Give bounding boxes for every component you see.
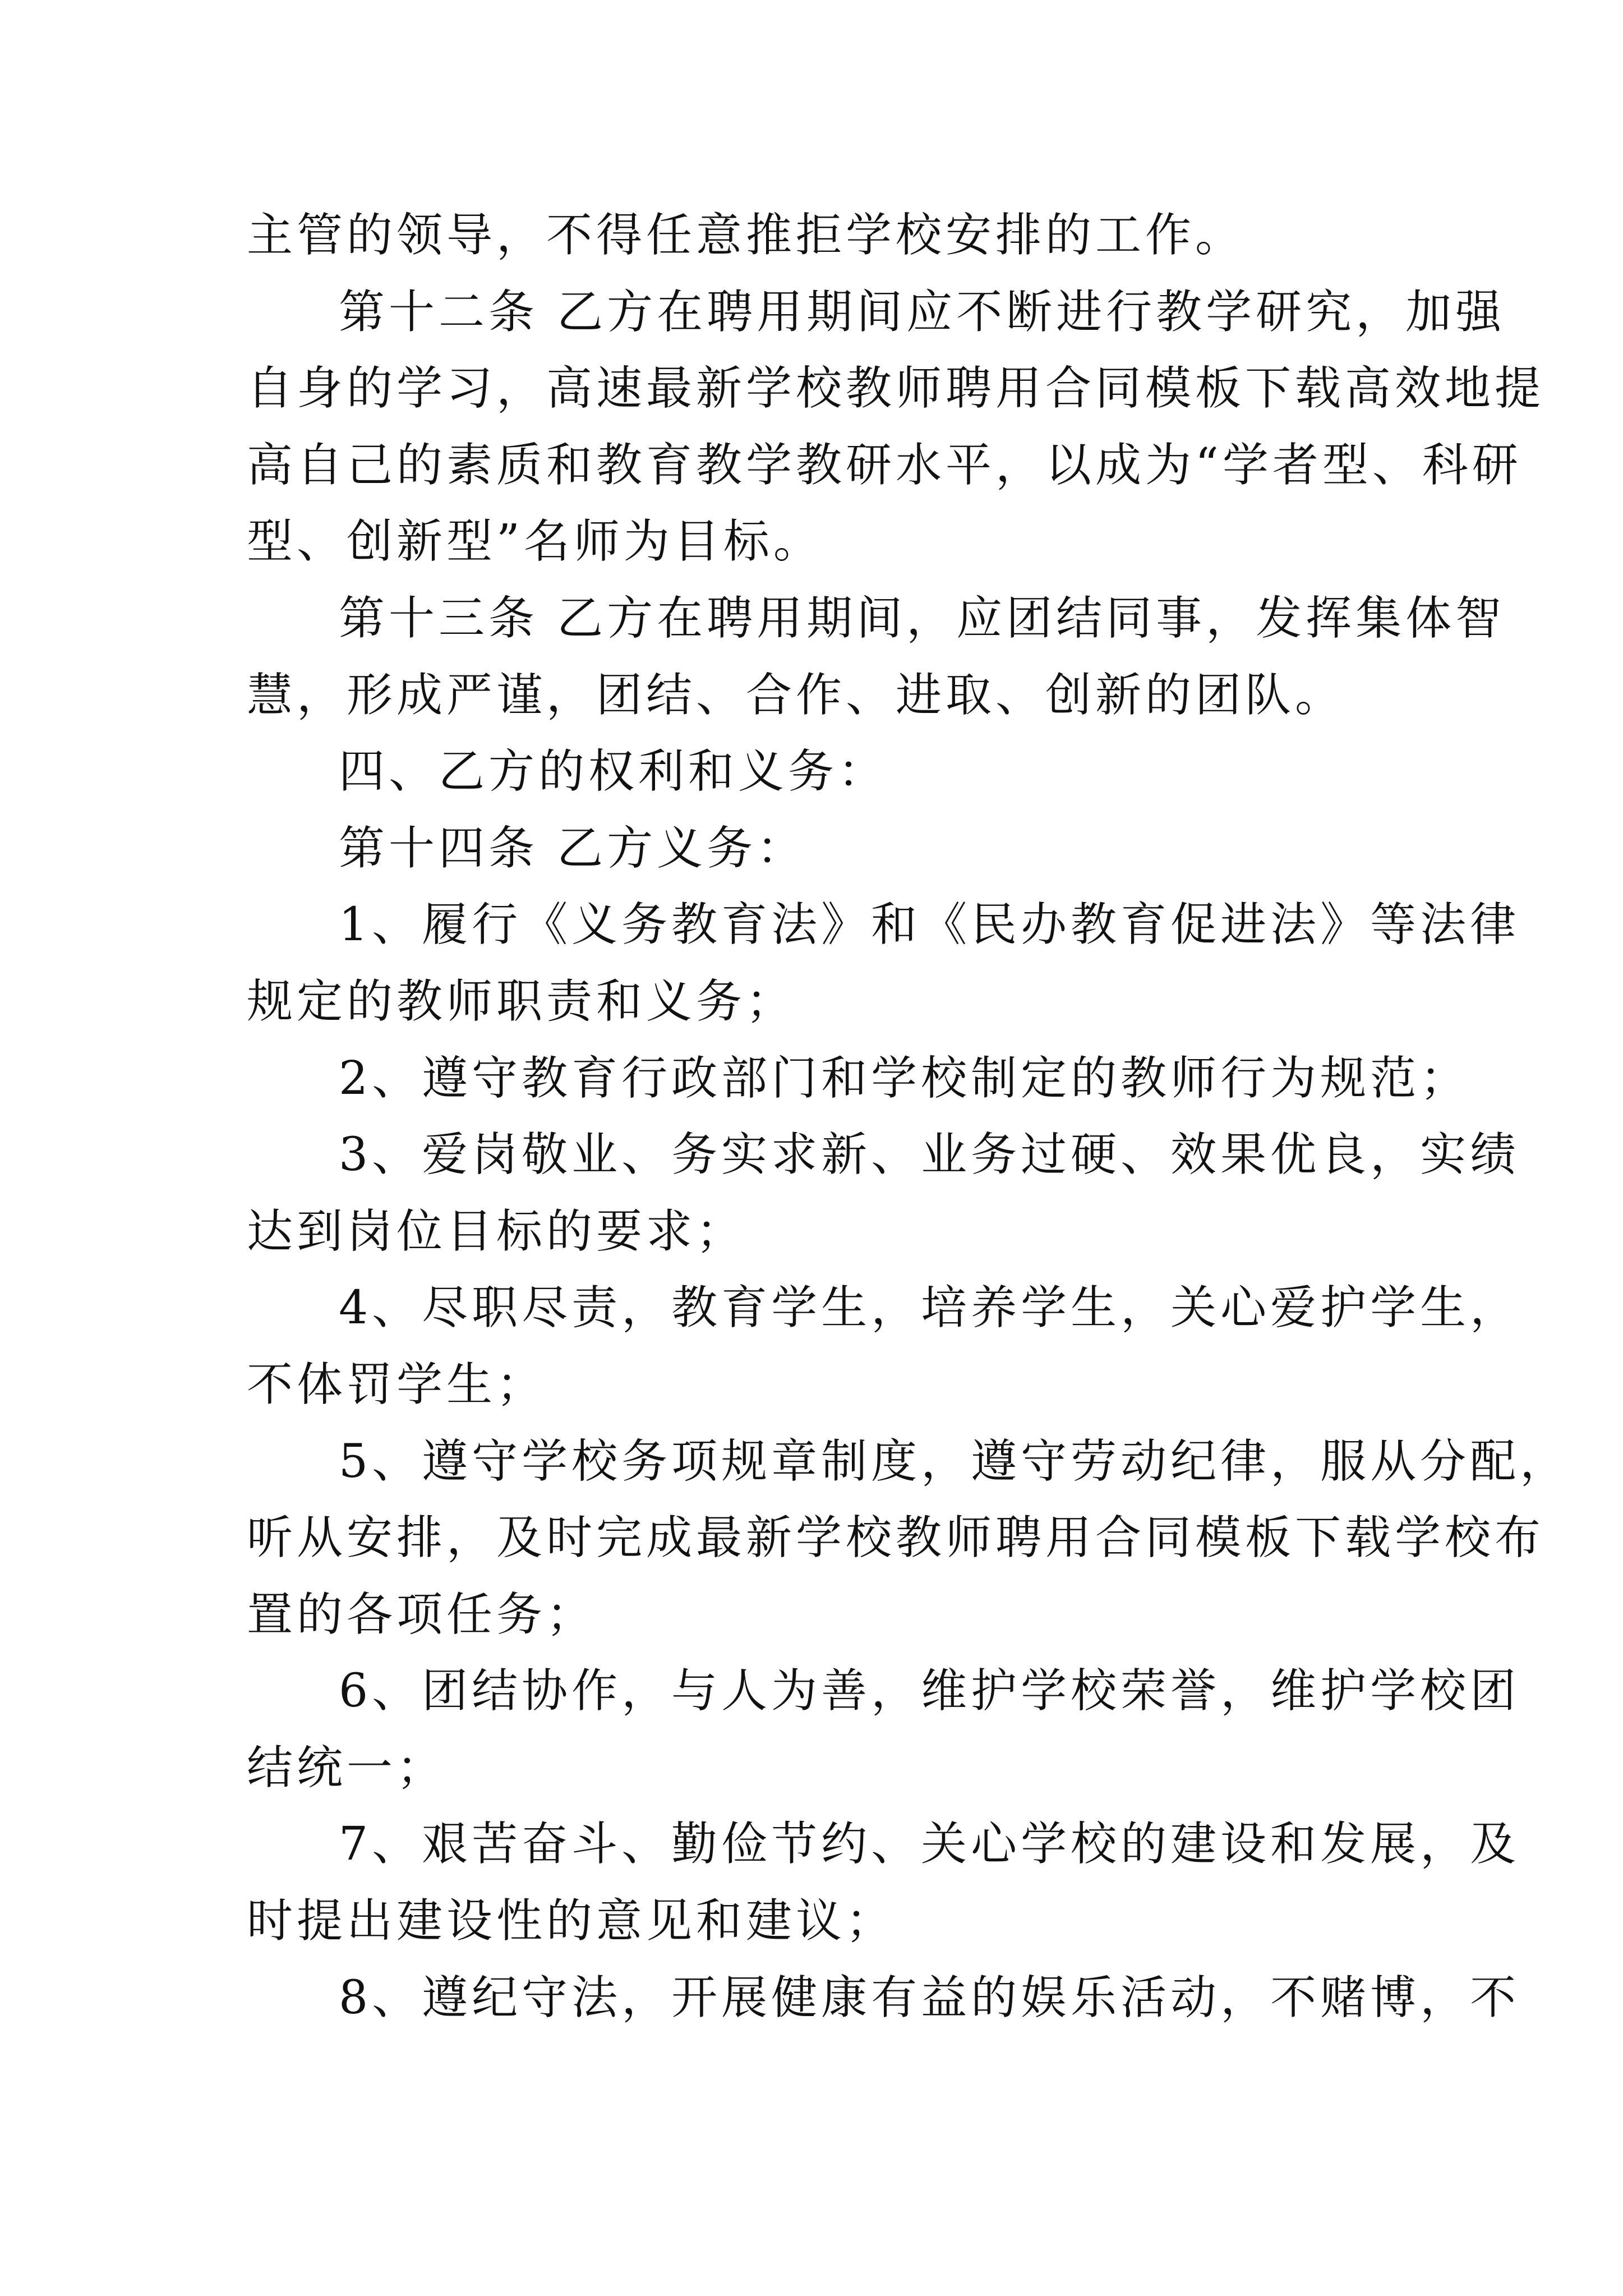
list-item: 3、爱岗敬业、务实求新、业务过硬、效果优良，实绩	[339, 1128, 1520, 1182]
document-body	[247, 197, 1570, 2036]
article-heading: 第十四条 乙方义务：	[339, 821, 807, 875]
text-line: 达到岗位目标的要求；	[247, 1204, 746, 1258]
text-line: 第十三条 乙方在聘用期间，应团结同事，发挥集体智	[339, 591, 1506, 645]
list-item: 7、艰苦奋斗、勤俭节约、关心学校的建设和发展，及	[339, 1818, 1520, 1871]
text-line: 结统一；	[247, 1741, 447, 1795]
text-line: 慧，形成严谨，团结、合作、进取、创新的团队。	[247, 668, 1345, 722]
list-item: 5、遵守学校务项规章制度，遵守劳动纪律，服从分配，	[339, 1434, 1570, 1488]
text-line: 不体罚学生；	[247, 1358, 547, 1411]
text-line: 高自己的素质和教育教学教研水平，以成为“学者型、科研	[247, 438, 1522, 492]
text-line: 自身的学习，高速最新学校教师聘用合同模板下载高效地提	[247, 362, 1545, 416]
list-item: 1、履行《义务教育法》和《民办教育促进法》等法律	[339, 898, 1520, 952]
text-line: 规定的教师职责和义务；	[247, 974, 796, 1028]
text-line: 时提出建设性的意见和建议；	[247, 1894, 896, 1948]
section-heading: 四、乙方的权利和义务：	[339, 745, 888, 799]
text-line: 第十二条 乙方在聘用期间应不断进行教学研究，加强	[339, 285, 1506, 339]
list-item: 4、尽职尽责，教育学生，培养学生，关心爱护学生，	[339, 1281, 1520, 1335]
list-item: 8、遵纪守法，开展健康有益的娱乐活动，不赌博，不	[339, 1971, 1520, 2024]
list-item: 6、团结协作，与人为善，维护学校荣誉，维护学校团	[339, 1664, 1520, 1718]
text-line: 型、创新型”名师为目标。	[247, 515, 823, 569]
text-line: 听从安排，及时完成最新学校教师聘用合同模板下载学校布	[247, 1511, 1545, 1565]
list-item: 2、遵守教育行政部门和学校制定的教师行为规范；	[339, 1051, 1470, 1105]
text-line: 置的各项任务；	[247, 1588, 597, 1641]
text-line: 主管的领导，不得任意推拒学校安排的工作。	[247, 209, 1246, 262]
